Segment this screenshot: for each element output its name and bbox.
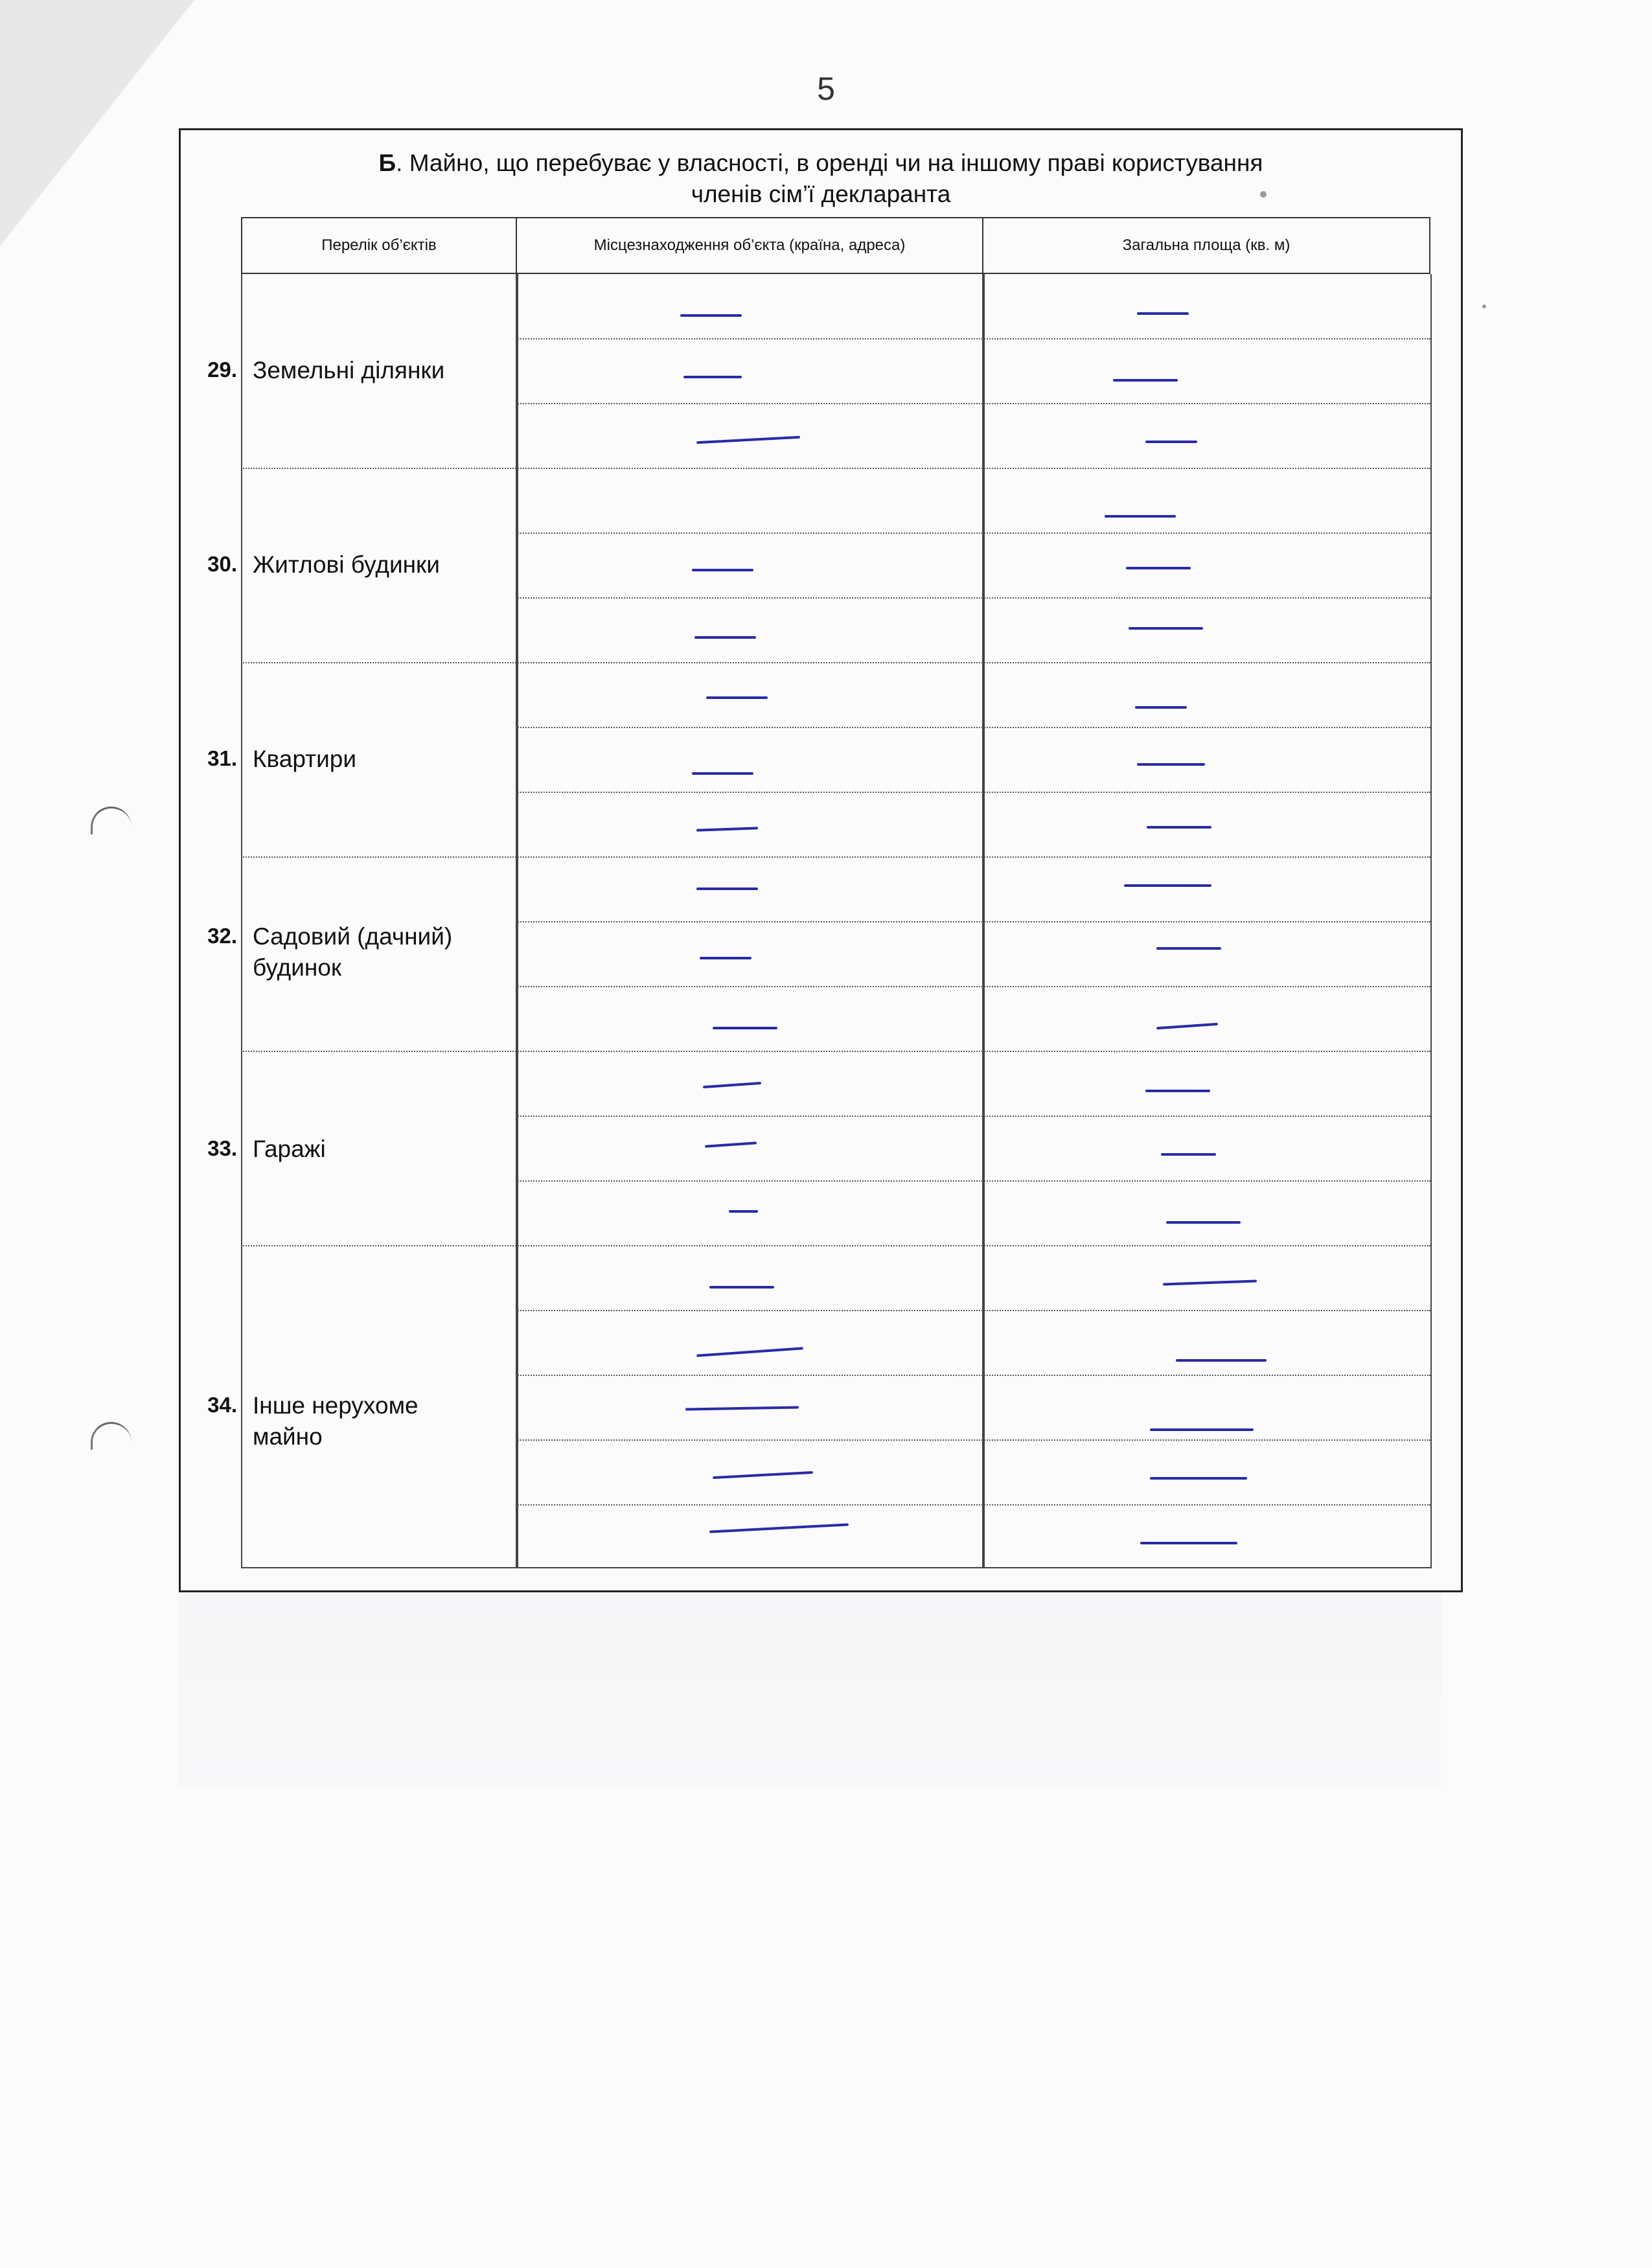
- handwritten-dash: [1126, 567, 1191, 569]
- subrow-separator: [516, 1375, 1430, 1376]
- handwritten-dash: [1150, 1477, 1247, 1480]
- subrow-separator: [516, 1310, 1430, 1311]
- row-number-33: 33.: [207, 1136, 237, 1160]
- handwritten-dash: [729, 1210, 758, 1213]
- handwritten-dash: [713, 1027, 777, 1029]
- handwritten-dash: [680, 314, 742, 317]
- handwritten-dash: [692, 569, 753, 571]
- subrow-separator: [516, 921, 1430, 922]
- handwritten-dash: [694, 636, 756, 639]
- binder-hole: [91, 807, 132, 834]
- subrow-separator: [516, 986, 1430, 987]
- handwritten-dash: [1137, 312, 1189, 315]
- handwritten-dash: [1161, 1153, 1216, 1156]
- handwritten-dash: [1147, 826, 1211, 829]
- folded-corner: [0, 0, 194, 246]
- handwritten-dash: [1145, 441, 1197, 443]
- handwritten-dash: [1105, 515, 1176, 518]
- section-title-text: . Майно, що перебуває у власності, в оренді чи на іншому праві користування: [396, 150, 1263, 176]
- handwritten-dash: [1124, 884, 1211, 887]
- row-number-29: 29.: [207, 358, 237, 382]
- row-number-31: 31.: [207, 746, 237, 770]
- handwritten-dash: [1176, 1359, 1267, 1362]
- handwritten-dash: [1129, 627, 1203, 630]
- binder-hole: [91, 1422, 132, 1450]
- handwritten-dash: [1150, 1428, 1254, 1431]
- subrow-separator: [516, 1180, 1430, 1182]
- page-number: 5: [817, 71, 835, 107]
- group-separator: [241, 1051, 1430, 1052]
- bleed-through-shadow: [178, 1594, 1441, 1788]
- row-number-34: 34.: [207, 1393, 237, 1417]
- row-label-garages: Гаражі: [253, 1136, 326, 1162]
- table-bottom-border: [241, 1567, 1430, 1568]
- handwritten-dash: [1140, 1542, 1237, 1544]
- subrow-separator: [516, 1116, 1430, 1117]
- section-title: [179, 148, 1463, 210]
- subrow-separator: [516, 727, 1430, 728]
- subrow-separator: [516, 338, 1430, 339]
- group-separator: [241, 662, 1430, 663]
- subrow-separator: [516, 1439, 1430, 1441]
- row-number-32: 32.: [207, 924, 237, 948]
- group-separator: [241, 1245, 1430, 1246]
- handwritten-dash: [683, 376, 742, 378]
- group-separator: [241, 468, 1430, 469]
- handwritten-dash: [1166, 1221, 1241, 1224]
- group-separator: [241, 856, 1430, 858]
- speck: [1482, 304, 1486, 308]
- subrow-separator: [516, 533, 1430, 534]
- handwritten-dash: [1137, 763, 1205, 766]
- column-header-location: Місцезнаходження об’єкта (країна, адреса): [516, 217, 983, 274]
- row-label-land: Земельні ділянки: [253, 357, 445, 384]
- row-label-apartments: Квартири: [253, 746, 356, 772]
- subrow-separator: [516, 1504, 1430, 1506]
- section-title-line2: членів сім’ї декларанта: [691, 181, 951, 207]
- handwritten-dash: [696, 888, 758, 890]
- handwritten-dash: [709, 1286, 774, 1289]
- handwritten-dash: [1156, 947, 1221, 950]
- column-header-area: Загальна площа (кв. м): [982, 217, 1430, 274]
- section-letter: Б: [378, 150, 396, 176]
- speck: [1260, 191, 1267, 198]
- handwritten-dash: [1145, 1090, 1210, 1092]
- handwritten-dash: [700, 957, 751, 959]
- handwritten-dash: [706, 696, 768, 699]
- row-number-30: 30.: [207, 552, 237, 576]
- subrow-separator: [516, 597, 1430, 599]
- row-label-houses: Житлові будинки: [253, 551, 440, 578]
- subrow-separator: [516, 403, 1430, 404]
- column-header-objects: Перелік об’єктів: [241, 217, 517, 274]
- handwritten-dash: [1113, 379, 1178, 382]
- handwritten-dash: [1135, 706, 1187, 709]
- handwritten-dash: [692, 772, 753, 775]
- subrow-separator: [516, 792, 1430, 793]
- row-label-other-property: Інше нерухоме майно: [253, 1392, 419, 1450]
- row-label-garden-house: Садовий (дачний) будинок: [253, 923, 453, 981]
